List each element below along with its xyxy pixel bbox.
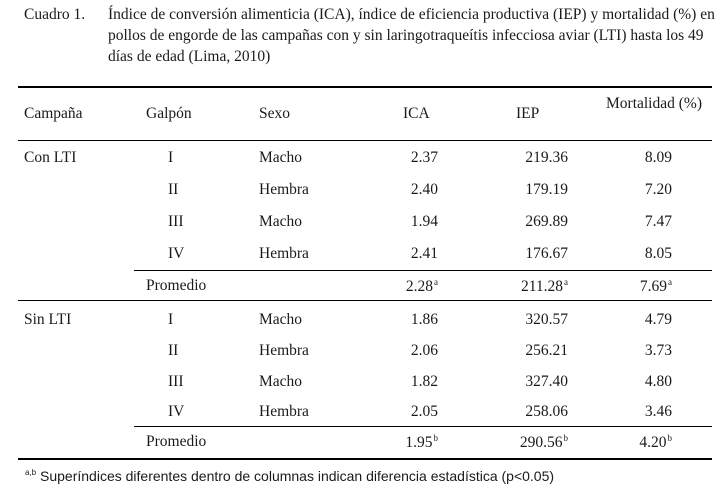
table-cell-sexo: Macho xyxy=(259,373,303,390)
header-sexo: Sexo xyxy=(259,105,290,122)
promedio-rule-2 xyxy=(134,426,712,427)
promedio-iep xyxy=(483,433,568,452)
table-cell-iep: 256.21 xyxy=(525,342,568,359)
table-cell-mortalidad: 7.47 xyxy=(644,213,672,230)
footnote-sup: a,b xyxy=(25,468,37,477)
table-cell-mortalidad: 8.09 xyxy=(644,149,672,166)
table-cell-sexo: Hembra xyxy=(259,342,309,359)
table-cell-sexo: Macho xyxy=(259,311,303,328)
table-cell-ica: 2.40 xyxy=(410,181,438,198)
group-rule xyxy=(18,300,712,301)
table-cell-galpon: IV xyxy=(168,403,185,420)
table-cell-mortalidad: 3.73 xyxy=(644,342,672,359)
header-mortalidad: Mortalidad (%) xyxy=(606,95,702,112)
table-cell-galpon: III xyxy=(168,373,184,390)
caption-label: Cuadro 1. xyxy=(24,6,86,23)
bottom-rule xyxy=(18,458,712,460)
table-cell-mortalidad: 4.79 xyxy=(644,311,672,328)
table-cell-ica: 2.06 xyxy=(410,342,438,359)
header-ica: ICA xyxy=(403,105,430,122)
promedio-ica-value: 1.95 xyxy=(405,434,433,451)
promedio-ica-sup: b xyxy=(433,433,438,443)
table-cell-iep: 179.19 xyxy=(525,181,568,198)
table-cell-ica: 2.05 xyxy=(410,403,438,420)
table-cell-mortalidad: 8.05 xyxy=(644,245,672,262)
table-cell-iep: 327.40 xyxy=(525,373,568,390)
promedio-ica xyxy=(378,433,438,452)
table-cell-galpon: II xyxy=(168,181,179,198)
table-cell-ica: 2.37 xyxy=(410,149,438,166)
promedio-mort-sup: b xyxy=(667,433,672,443)
promedio-mort-value: 4.20 xyxy=(639,434,667,451)
table-cell-galpon: I xyxy=(168,149,174,166)
table-cell-galpon: III xyxy=(168,213,184,230)
promedio-label: Promedio xyxy=(146,277,207,294)
caption-text: Índice de conversión alimenticia (ICA), índice de eficiencia productiva (IEP) y mortalidad (%) en pollos de engorde de las campañas con y sin laringotraqueítis infecciosa aviar (LTI) hasta los 49 días de edad (Lima, 2010) xyxy=(108,6,715,65)
table-cell-iep: 269.89 xyxy=(525,213,568,230)
header-iep: IEP xyxy=(516,105,540,122)
footnote-text: Superíndices diferentes dentro de columnas indican diferencia estadística (p<0.05) xyxy=(40,468,555,484)
table-cell-sexo: Hembra xyxy=(259,181,309,198)
promedio-rule-1 xyxy=(134,270,712,271)
promedio-label: Promedio xyxy=(146,433,207,450)
header-galpon: Galpón xyxy=(146,105,192,122)
table-cell-galpon: I xyxy=(168,311,174,328)
promedio-ica-value: 2.28 xyxy=(405,278,433,295)
table-cell-sexo: Macho xyxy=(259,213,303,230)
top-rule xyxy=(18,86,712,88)
table-cell-mortalidad: 7.20 xyxy=(644,181,672,198)
promedio-ica-sup: a xyxy=(434,277,438,287)
header-campana: Campaña xyxy=(24,105,83,122)
table-cell-iep: 258.06 xyxy=(525,403,568,420)
group-label-con-lti: Con LTI xyxy=(24,149,77,166)
group-label-sin-lti: Sin LTI xyxy=(24,311,72,328)
footnote xyxy=(24,468,554,484)
table-cell-galpon: II xyxy=(168,342,179,359)
promedio-mortalidad xyxy=(590,433,672,452)
table-cell-iep: 219.36 xyxy=(525,149,568,166)
table-cell-mortalidad: 3.46 xyxy=(644,403,672,420)
table-cell-iep: 176.67 xyxy=(525,245,568,262)
promedio-iep-value: 211.28 xyxy=(520,278,563,295)
promedio-iep-sup: a xyxy=(564,277,568,287)
table-cell-iep: 320.57 xyxy=(525,311,568,328)
promedio-iep xyxy=(483,277,568,296)
table-cell-galpon: IV xyxy=(168,245,185,262)
table-cell-ica: 1.94 xyxy=(410,213,438,230)
promedio-ica xyxy=(378,277,438,296)
table-cell-mortalidad: 4.80 xyxy=(644,373,672,390)
promedio-mort-sup: a xyxy=(668,277,672,287)
table-cell-sexo: Macho xyxy=(259,149,303,166)
table-cell-ica: 1.82 xyxy=(410,373,438,390)
table-cell-ica: 1.86 xyxy=(410,311,438,328)
table-cell-ica: 2.41 xyxy=(410,245,438,262)
table-cell-sexo: Hembra xyxy=(259,245,309,262)
promedio-iep-sup: b xyxy=(563,433,568,443)
header-rule xyxy=(18,140,712,141)
promedio-mortalidad xyxy=(590,277,672,296)
promedio-iep-value: 290.56 xyxy=(519,434,563,451)
table-cell-sexo: Hembra xyxy=(259,403,309,420)
promedio-mort-value: 7.69 xyxy=(639,278,667,295)
